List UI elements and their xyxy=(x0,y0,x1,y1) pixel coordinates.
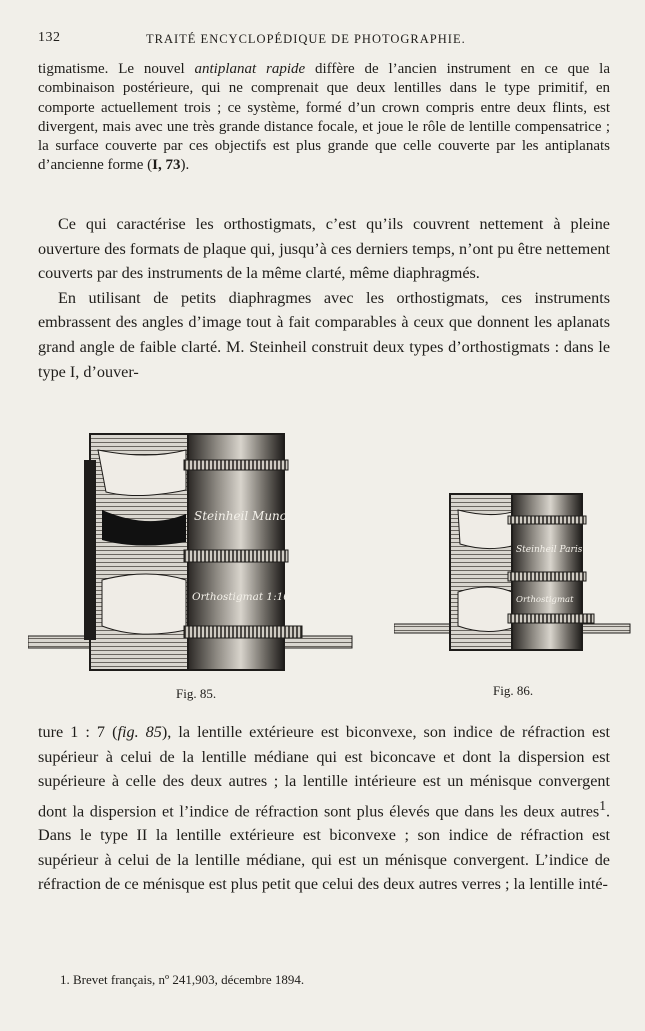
figure-85-engraving-name: Steinheil Munc xyxy=(194,509,287,523)
cross-reference: I, 73 xyxy=(152,157,181,174)
figure-86-lens-drawing xyxy=(394,490,634,656)
figure-85-caption: Fig. 85. xyxy=(176,686,217,701)
paragraph-orthostigmats xyxy=(38,212,610,384)
paragraph-coverage: Ce qui caractérise les orthostigmats, c’est qu’ils couvrent nettement à pleine ouverture des formats de plaque qui, jusqu’à ces derniers temps, n’ont pu être nettement couverts par des instruments de la même clarté, même diaphragmés. xyxy=(38,215,610,283)
figure-85-engraving-model: Orthostigmat 1:10 xyxy=(192,591,290,603)
paragraph-lens-types: ture 1 : 7 (fig. 85), la lentille extérieure est biconvexe, son indice de réfraction est supérieur à celui de la lentille médiane qui est biconcave et dont la dispersion est supérieure à celle des deux autres ; la lentille intérieure est un ménisque convergent dont la dispersion et l’indice de réfraction sont plus élevés que dans les deux autres$^1$. Dans le type II la lentille extérieure est biconvexe ; son indice de réfraction est supérieur à celui de la lentille médiane, qui est un ménisque convergent. L’indice de réfraction de ce ménisque est plus petit que celui des deux autres verres ; la lentille inté- xyxy=(38,723,610,894)
running-title: TRAITÉ ENCYCLOPÉDIQUE DE PHOTOGRAPHIE. xyxy=(146,32,466,46)
figure-86-engraving-name: Steinheil Paris xyxy=(516,545,583,555)
paragraph-diaphragms: En utilisant de petits diaphragmes avec les orthostigmats, ces instruments embrassent des angles d’image tout à fait comparables à ceux que donnent les aplanats grand angle de faible clarté. M. Steinheil construit deux types d’orthostigmats : dans le type I, d’ouver- xyxy=(38,288,610,381)
running-header xyxy=(38,30,607,50)
figure-reference: fig. 85 xyxy=(117,723,162,741)
figure-86-engraving-model: Orthostigmat xyxy=(516,595,574,605)
figure-85-lens-drawing xyxy=(28,430,358,678)
figure-86-caption: Fig. 86. xyxy=(493,683,534,698)
antiplanat-term: antiplanat rapide xyxy=(194,61,306,77)
footnote-marker: 1 xyxy=(599,797,606,813)
paragraph-antiplanat: tigmatisme. Le nouvel antiplanat rapide diffère de l’ancien instrument en ce que la combinaison postérieure, qui ne comprenait que deux lentilles dans le type primitif, en comporte actuellement trois ; ce système, formé d’un crown compris entre deux flints, est divergent, mais avec une très grande distance focale, et joue le rôle de lentille compensatrice ; la surface couverte par ces objectifs est plus grande que celle couverte par les antiplanats d’ancienne forme (I, 73). xyxy=(38,61,610,174)
footnote: 1. Brevet français, nº 241,903, décembre 1894. xyxy=(60,972,305,987)
page-number: 132 xyxy=(38,30,61,45)
